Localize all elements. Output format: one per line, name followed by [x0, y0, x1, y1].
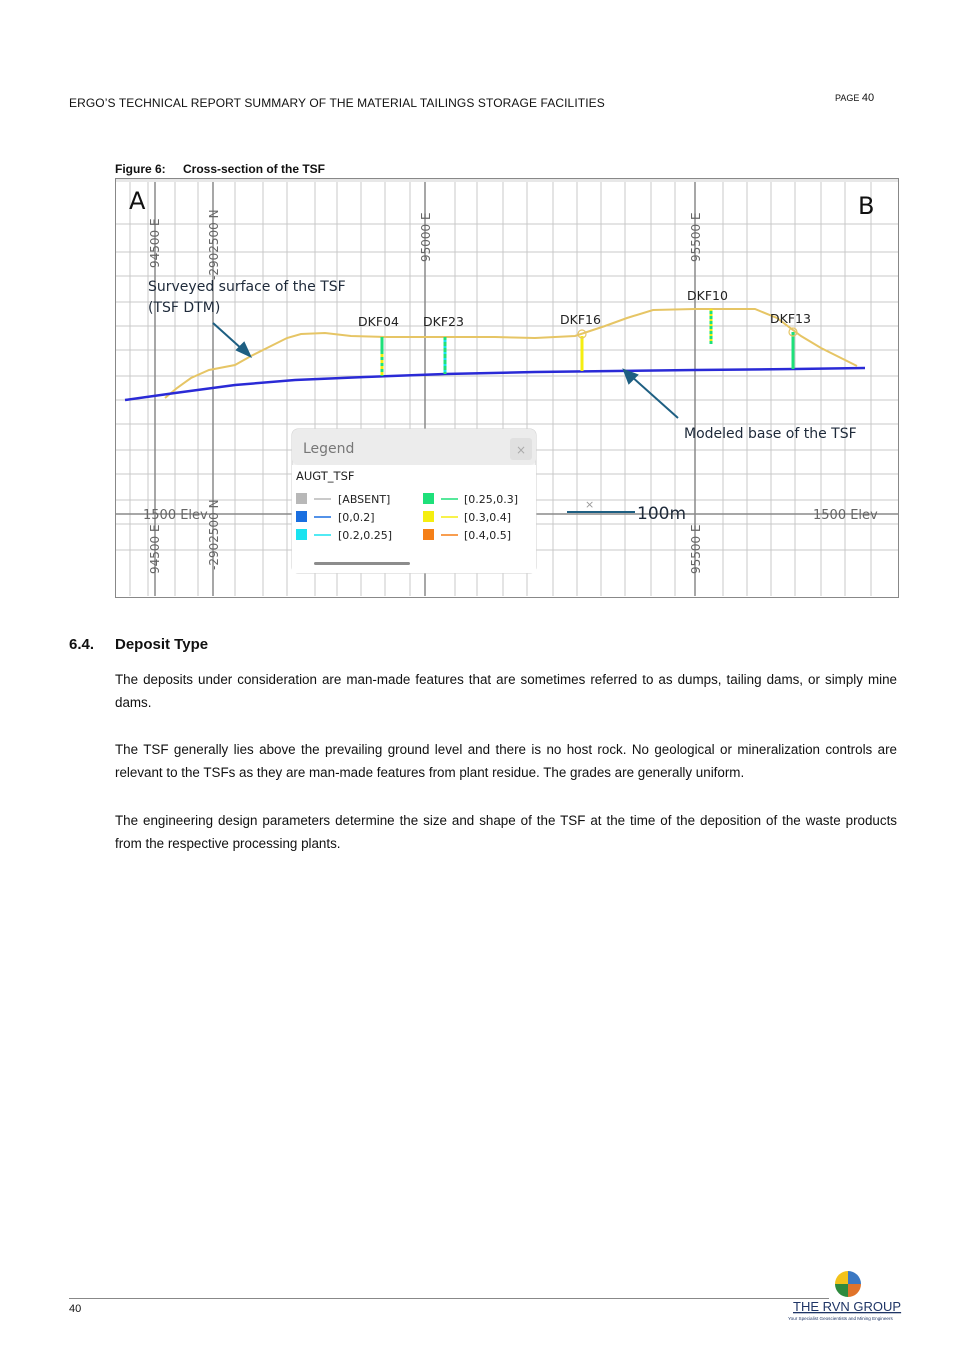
header-page-number: [835, 92, 874, 104]
axis-label-94500e-bottom: 94500 E: [148, 524, 162, 574]
legend-swatch-absent: [296, 493, 307, 504]
logo-name: THE RVN GROUP: [793, 1299, 902, 1314]
legend-item-label: [ABSENT]: [338, 493, 391, 506]
elevation-label-left: 1500 Elev: [143, 508, 208, 523]
section-corner-a: A: [129, 187, 146, 215]
axis-label-95500e-bottom: 95500 E: [689, 524, 703, 574]
surface-annotation-line2: (TSF DTM): [148, 300, 221, 316]
footer-page-number: 40: [69, 1303, 82, 1315]
axis-label-95500e-top: 95500 E: [689, 212, 703, 262]
legend-swatch-0-0.2: [296, 511, 307, 522]
elevation-label-right: 1500 Elev: [813, 508, 878, 523]
legend-item-label: [0,0.2]: [338, 511, 375, 524]
page-label: PAGE: [835, 93, 860, 103]
figure-top-bar: [116, 179, 898, 182]
drillhole-label: DKF16: [560, 312, 601, 327]
axis-label-94500e-top: 94500 E: [148, 218, 162, 268]
legend-swatch-0.4-0.5: [423, 529, 434, 540]
section-number: 6.4.: [69, 636, 95, 653]
paragraph-2: The TSF generally lies above the prevailing ground level and there is no host rock. No geological or mineralization controls are relevant to the TSFs as they are man-made features from plant residue. The grades are generally uniform.: [115, 742, 897, 780]
rvn-group-logo: [788, 1268, 908, 1324]
drillhole-label: DKF04: [358, 314, 399, 329]
logo-tagline: Your Specialist Geoscientists and Mining Engineers: [788, 1316, 893, 1321]
legend-swatch-0.25-0.3: [423, 493, 434, 504]
cross-section-figure: [115, 178, 899, 598]
figure-caption-text: Cross-section of the TSF: [183, 162, 326, 176]
legend-swatch-0.2-0.25: [296, 529, 307, 540]
legend-layer-name: AUGT_TSF: [296, 469, 355, 483]
legend-item-label: [0.2,0.25]: [338, 529, 393, 542]
scale-bar-tick: ×: [585, 498, 595, 511]
axis-label-2902500n-top: -2902500 N: [207, 209, 221, 280]
drillhole-label: DKF13: [770, 311, 811, 326]
axis-label-2902500n-bottom: -2902500 N: [207, 499, 221, 570]
legend-item-label: [0.3,0.4]: [464, 511, 512, 524]
drillhole-label: DKF23: [423, 314, 464, 329]
close-icon[interactable]: ×: [516, 443, 527, 457]
scale-bar-label: 100m: [637, 504, 687, 524]
legend-item-label: [0.4,0.5]: [464, 529, 512, 542]
legend-swatch-0.3-0.4: [423, 511, 434, 522]
legend-panel[interactable]: [292, 429, 536, 573]
legend-title: Legend: [303, 441, 355, 457]
logo-pie-icon: [835, 1271, 861, 1297]
report-header-title: ERGO’S TECHNICAL REPORT SUMMARY OF THE MATERIAL TAILINGS STORAGE FACILITIES: [69, 96, 605, 110]
legend-scrollbar[interactable]: [314, 562, 410, 565]
paragraph-1: The deposits under consideration are man-made features that are sometimes referred to as dumps, tailing dams, or simply mine dams.: [115, 672, 897, 710]
section-heading: [69, 636, 208, 653]
legend-item-label: [0.25,0.3]: [464, 493, 519, 506]
footer-divider: [69, 1298, 829, 1299]
surface-annotation-line1: Surveyed surface of the TSF: [148, 279, 346, 295]
figure-caption: [115, 162, 325, 176]
paragraph-3: The engineering design parameters determine the size and shape of the TSF at the time of the deposition of the waste products from the respective processing plants.: [115, 813, 897, 851]
drillhole-label: DKF10: [687, 288, 728, 303]
axis-label-95000e-top: 95000 E: [419, 212, 433, 262]
section-corner-b: B: [858, 192, 875, 220]
base-annotation: Modeled base of the TSF: [684, 426, 857, 442]
page-number: 40: [861, 92, 875, 104]
figure-label: Figure 6:: [115, 162, 166, 176]
section-title: Deposit Type: [115, 636, 209, 653]
